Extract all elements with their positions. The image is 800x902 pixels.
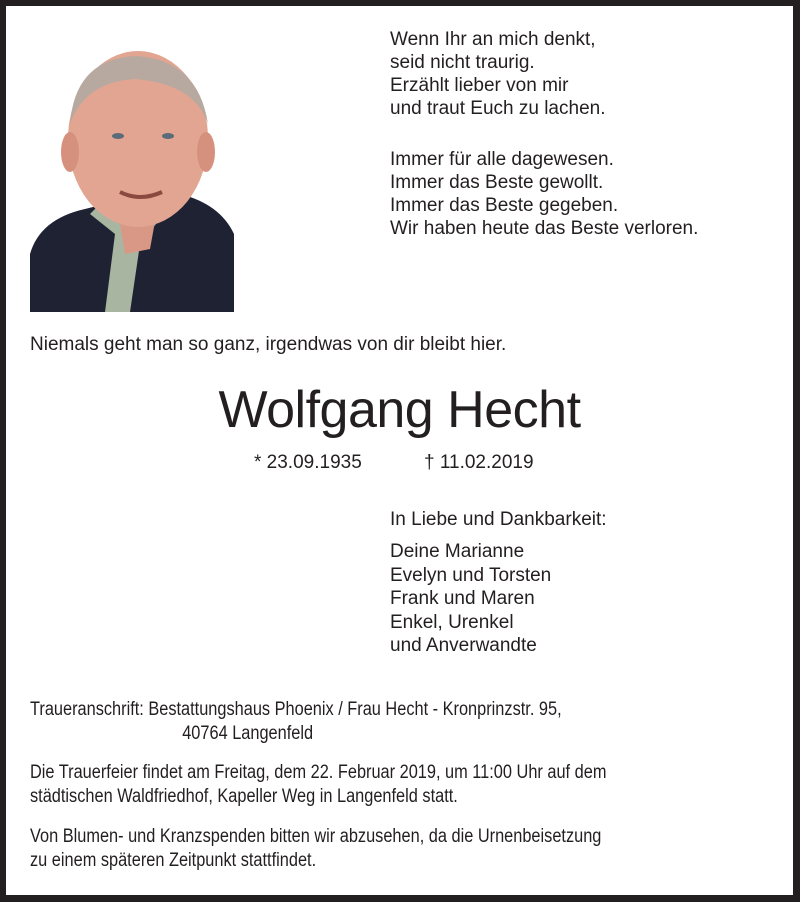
poem-line: Wir haben heute das Beste verloren.	[390, 218, 699, 239]
mourner-name: Deine Marianne	[390, 541, 525, 562]
poem-stanza-1	[390, 28, 605, 120]
poem-stanza-2	[390, 148, 698, 240]
flowers-note	[30, 825, 601, 872]
mourning-address	[30, 698, 562, 745]
mourners-intro: In Liebe und Dankbarkeit:	[390, 509, 607, 530]
ceremony-line-2: städtischen Waldfriedhof, Kapeller Weg in Langenfeld statt.	[30, 785, 458, 807]
note-line-1: Von Blumen- und Kranzspenden bitten wir abzusehen, da die Urnenbeisetzung	[30, 826, 602, 847]
poem-line: und traut Euch zu lachen.	[390, 98, 606, 119]
portrait-image	[30, 44, 234, 312]
mourner-name: Enkel, Urenkel	[390, 611, 514, 633]
poem-line: Erzählt lieber von mir	[390, 75, 569, 96]
death-date: † 11.02.2019	[424, 452, 534, 473]
poem-line: Immer das Beste gegeben.	[390, 195, 619, 216]
note-line-2: zu einem späteren Zeitpunkt stattfindet.	[30, 849, 317, 871]
ceremony-line-1: Die Trauerfeier findet am Freitag, dem 22. Februar 2019, um 11:00 Uhr auf dem	[30, 762, 607, 783]
obituary-card	[6, 6, 793, 895]
mourners-list	[390, 540, 551, 658]
poem-line: Wenn Ihr an mich denkt,	[390, 29, 596, 50]
mourner-name: Frank und Maren	[390, 588, 535, 609]
birth-date: * 23.09.1935	[254, 452, 362, 473]
deceased-name: Wolfgang Hecht	[218, 381, 581, 439]
ceremony-info	[30, 761, 606, 808]
address-line-2: 40764 Langenfeld	[182, 722, 314, 744]
mourner-name: Evelyn und Torsten	[390, 564, 552, 586]
mourner-name: und Anverwandte	[390, 635, 537, 656]
poem-line: Immer für alle dagewesen.	[390, 149, 614, 170]
poem-line: Immer das Beste gewollt.	[390, 172, 604, 193]
portrait-photo	[30, 44, 234, 312]
address-line-1: Traueranschrift: Bestattungshaus Phoenix / Frau Hecht - Kronprinzstr. 95,	[30, 699, 562, 720]
poem-line: seid nicht traurig.	[390, 52, 535, 73]
memorial-quote: Niemals geht man so ganz, irgendwas von dir bleibt hier.	[30, 334, 507, 355]
